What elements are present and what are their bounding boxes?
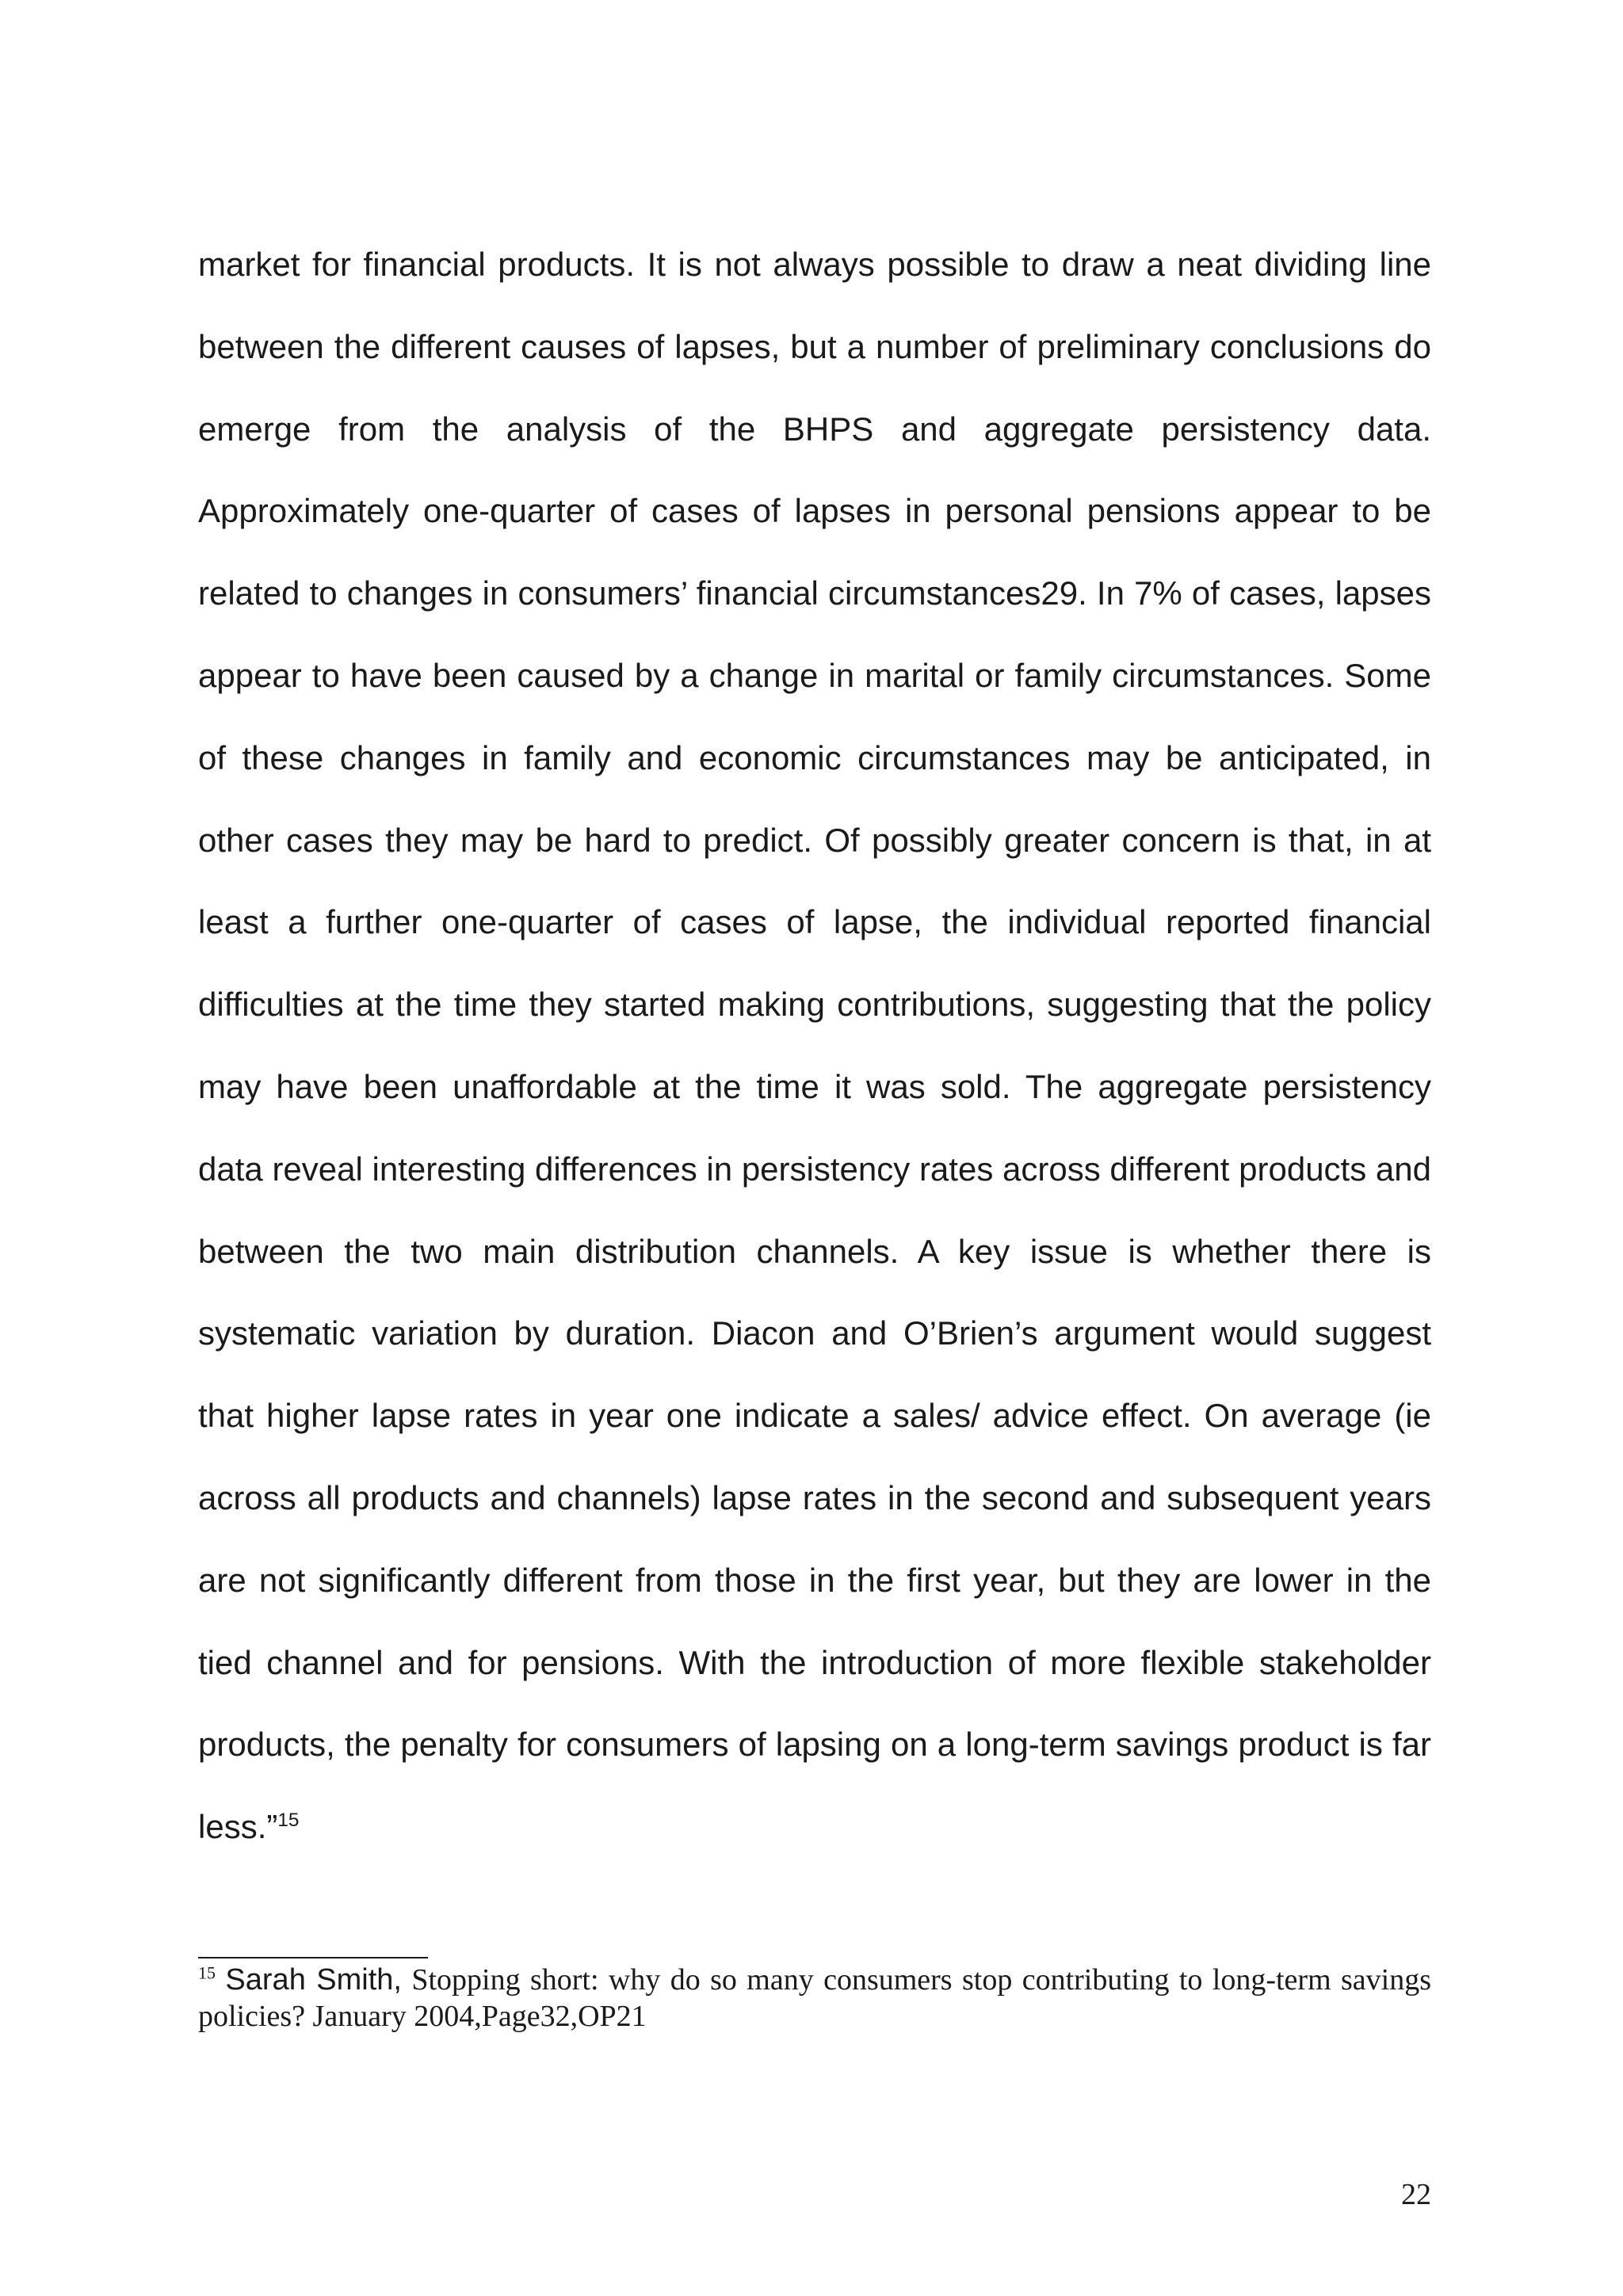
footnote-author: Sarah Smith, xyxy=(225,1963,402,1997)
footnote-separator xyxy=(198,1957,428,1958)
body-paragraph-text: market for financial products. It is not always possible to draw a neat dividing line between the different causes of lapses, but a number of preliminary conclusions do emerge from the analysis of the BHPS and aggregate persistency data. Approximately one-quarter of cases of lapses in personal pensions appear to be related to changes in consumers’ financial circumstances29. In 7% of cases, lapses appear to have been caused by a change in marital or family circumstances. Some of these changes in family and economic circumstances may be anticipated, in other cases they may be hard to predict. Of possibly greater concern is that, in at least a further one-quarter of cases of lapse, the individual reported financial difficulties at the time they started making contributions, suggesting that the policy may have been unaffordable at the time it was sold. The aggregate persistency data reveal interesting differences in persistency rates across different products and between the two main distribution channels. A key issue is whether there is systematic variation by duration. Diacon and O’Brien’s argument would suggest that higher lapse rates in year one indicate a sales/ advice effect. On average (ie across all products and channels) lapse rates in the second and subsequent years are not significantly different from those in the first year, but they are lower in the tied channel and for pensions. With the introduction of more flexible stakeholder products, the penalty for consumers of lapsing on a long-term savings product is far less.” xyxy=(198,246,1431,1846)
footnote-text: Stopping short: why do so many consumers stop contributing to long-term savings policies? January 2004,Page32,OP21 xyxy=(198,1963,1432,2033)
body-paragraph xyxy=(198,223,1431,1868)
footnote-reference: 15 xyxy=(277,1810,300,1832)
page-number: 22 xyxy=(1401,2178,1431,2211)
footnote xyxy=(198,1962,1431,2035)
footnote-marker: 15 xyxy=(198,1962,216,1983)
